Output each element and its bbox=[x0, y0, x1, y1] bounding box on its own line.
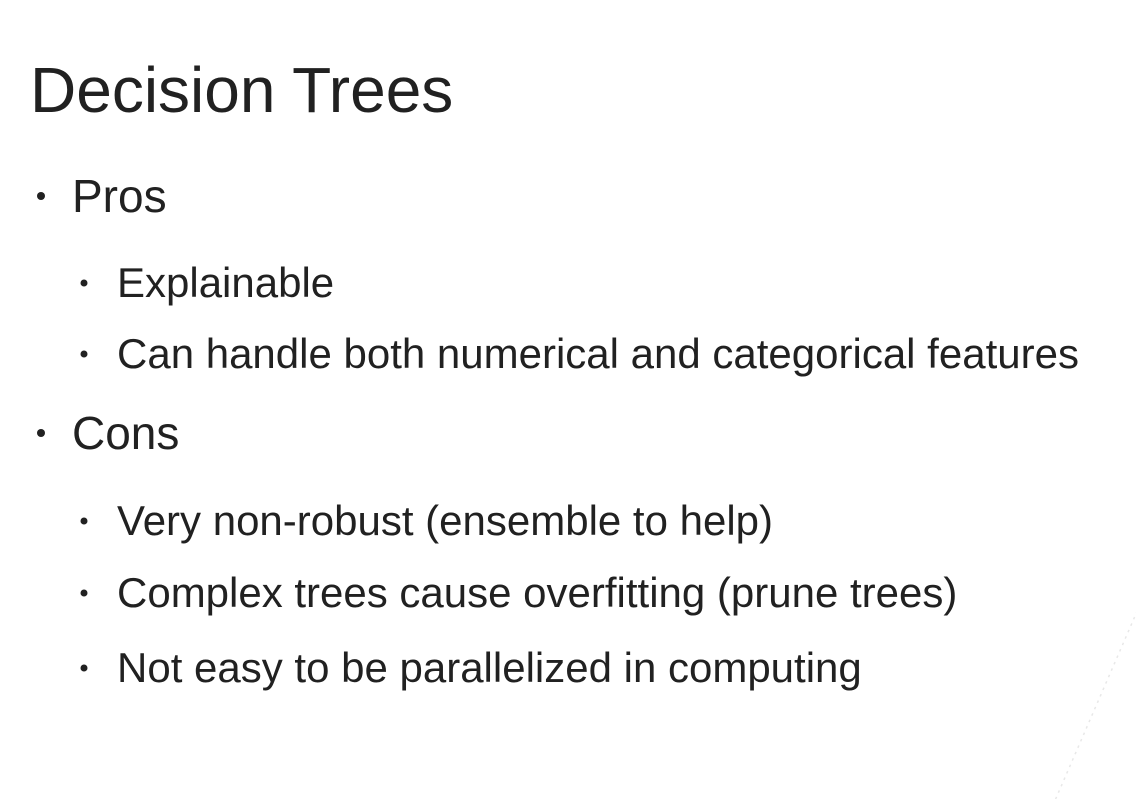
bullet-item-cons bbox=[0, 405, 1136, 461]
bullet-text: Can handle both numerical and categorical features bbox=[117, 330, 1079, 377]
bullet-text: Explainable bbox=[117, 259, 335, 306]
bullet-item-non-robust bbox=[0, 496, 1136, 546]
bullet-text: Not easy to be parallelized in computing bbox=[117, 644, 862, 691]
bullet-item-overfitting bbox=[0, 568, 1136, 618]
bullet-item-explainable bbox=[0, 258, 1136, 308]
bullet-item-parallelized bbox=[0, 643, 1136, 693]
bullet-text: Very non-robust (ensemble to help) bbox=[117, 497, 774, 544]
bullet-item-handle-features bbox=[0, 329, 1136, 379]
bullet-dot bbox=[81, 351, 88, 358]
bullet-dot bbox=[81, 665, 88, 672]
bullet-text: Cons bbox=[72, 407, 180, 459]
bullet-dot bbox=[37, 429, 45, 437]
bullet-text: Complex trees cause overfitting (prune trees) bbox=[117, 569, 958, 616]
bullet-dot bbox=[81, 518, 88, 525]
bullet-item-pros bbox=[0, 168, 1136, 224]
bullet-text: Pros bbox=[72, 170, 167, 222]
bullet-dot bbox=[37, 192, 45, 200]
slide-title: Decision Trees bbox=[30, 53, 454, 126]
bullet-dot bbox=[81, 590, 88, 597]
bullet-dot bbox=[81, 280, 88, 287]
